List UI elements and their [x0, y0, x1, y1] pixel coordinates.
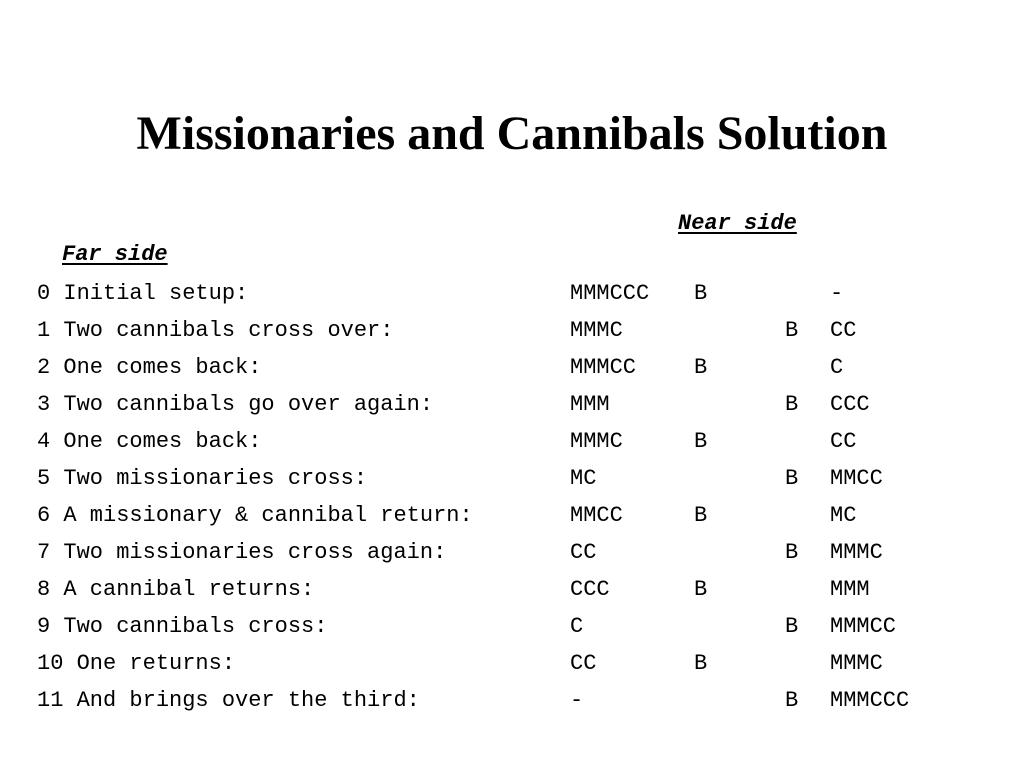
near-side-state: MMMCC [830, 614, 897, 639]
far-side-state: C [570, 614, 584, 639]
far-side-state: MMMC [570, 429, 623, 454]
near-side-state: - [830, 281, 844, 306]
far-side-state: MMMCCC [570, 281, 650, 306]
near-side-state: C [830, 355, 844, 380]
boat-marker: B [694, 429, 708, 454]
boat-marker: B [785, 540, 799, 565]
far-side-state: CC [570, 651, 597, 676]
far-side-state: MMMCC [570, 355, 637, 380]
near-side-state: MMMC [830, 540, 883, 565]
slide-title: Missionaries and Cannibals Solution [136, 107, 888, 160]
step-description: 10 One returns: [37, 651, 236, 676]
near-side-state: MMM [830, 577, 870, 602]
far-side-state: - [570, 688, 584, 713]
near-side-state: MMCC [830, 466, 883, 491]
far-side-state: MMM [570, 392, 610, 417]
step-description: 8 A cannibal returns: [37, 577, 315, 602]
boat-marker: B [785, 466, 799, 491]
near-side-state: CCC [830, 392, 870, 417]
far-side-state: MMCC [570, 503, 623, 528]
step-description: 9 Two cannibals cross: [37, 614, 328, 639]
step-description: 6 A missionary & cannibal return: [37, 503, 473, 528]
boat-marker: B [785, 614, 799, 639]
boat-marker: B [694, 355, 708, 380]
step-description: 3 Two cannibals go over again: [37, 392, 434, 417]
far-side-state: MC [570, 466, 597, 491]
near-side-state: CC [830, 318, 857, 343]
step-description: 11 And brings over the third: [37, 688, 420, 713]
near-side-header: Near side [678, 211, 797, 236]
boat-marker: B [785, 392, 799, 417]
boat-marker: B [785, 688, 799, 713]
far-side-state: MMMC [570, 318, 623, 343]
step-description: 2 One comes back: [37, 355, 262, 380]
boat-marker: B [694, 577, 708, 602]
step-description: 4 One comes back: [37, 429, 262, 454]
boat-marker: B [785, 318, 799, 343]
step-description: 7 Two missionaries cross again: [37, 540, 447, 565]
boat-marker: B [694, 503, 708, 528]
near-side-state: CC [830, 429, 857, 454]
near-side-state: MMMCCC [830, 688, 910, 713]
near-side-state: MMMC [830, 651, 883, 676]
far-side-state: CC [570, 540, 597, 565]
boat-marker: B [694, 651, 708, 676]
far-side-state: CCC [570, 577, 610, 602]
step-description: 5 Two missionaries cross: [37, 466, 368, 491]
boat-marker: B [694, 281, 708, 306]
step-description: 0 Initial setup: [37, 281, 249, 306]
far-side-header: Far side [62, 242, 168, 267]
step-description: 1 Two cannibals cross over: [37, 318, 394, 343]
near-side-state: MC [830, 503, 857, 528]
